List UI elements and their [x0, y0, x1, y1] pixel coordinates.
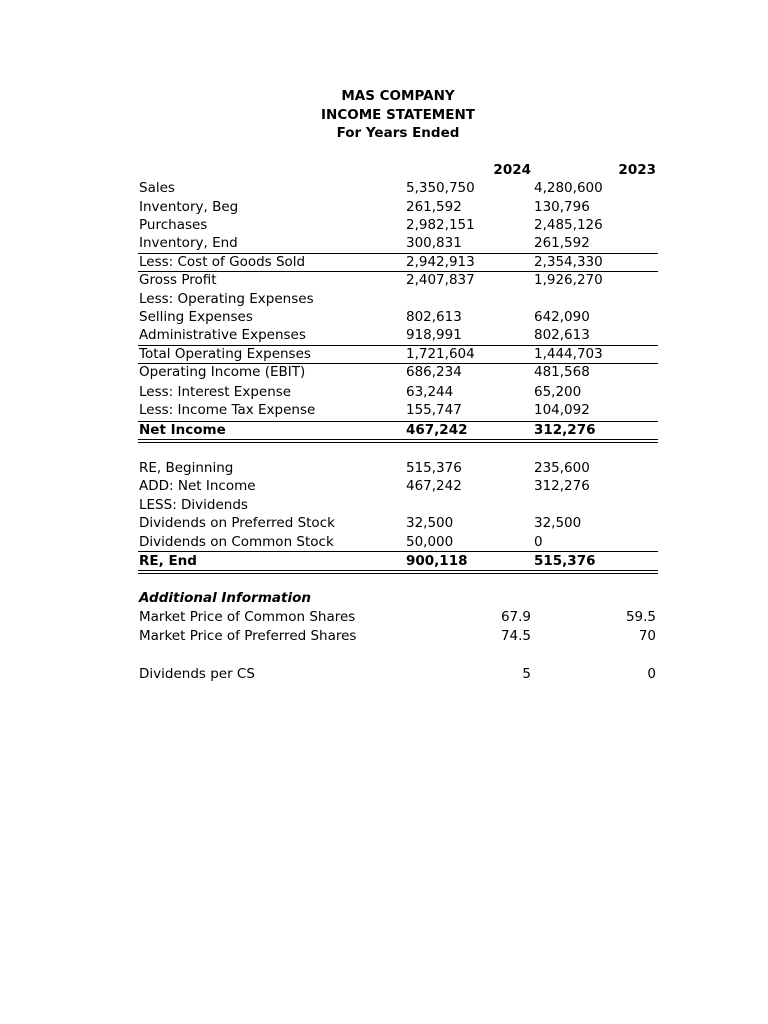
value-2024: 515,376: [406, 460, 462, 476]
row-inventory-beg: [138, 198, 658, 216]
row-label: Dividends on Common Stock: [139, 534, 334, 550]
row-label: Selling Expenses: [139, 309, 253, 325]
value-2024: 300,831: [406, 235, 462, 251]
row-dividends-per-cs: [138, 665, 658, 683]
row-label: ADD: Net Income: [139, 478, 256, 494]
value-2024: 918,991: [406, 327, 462, 343]
statement-title: INCOME STATEMENT: [321, 107, 475, 123]
row-label: RE, End: [139, 553, 197, 569]
double-underline: [138, 570, 658, 574]
value-2023: 642,090: [534, 309, 590, 325]
row-label: Gross Profit: [139, 272, 217, 288]
row-selling-expenses: [138, 308, 658, 326]
value-2024: 686,234: [406, 364, 462, 380]
row-label: Dividends per CS: [139, 666, 255, 682]
row-dividends-common: [138, 533, 658, 551]
row-total-operating-expenses: [138, 345, 658, 363]
value-2024: 2,982,151: [406, 217, 475, 233]
row-label: Inventory, End: [139, 235, 238, 251]
row-label: Net Income: [139, 422, 226, 438]
row-inventory-end: [138, 234, 658, 252]
value-2023: 261,592: [534, 235, 590, 251]
row-label: Less: Operating Expenses: [139, 291, 314, 307]
row-label: Operating Income (EBIT): [139, 364, 306, 380]
row-label: RE, Beginning: [139, 460, 234, 476]
period-title: For Years Ended: [336, 125, 460, 141]
value-2024: 467,242: [406, 478, 462, 494]
value-2024: 5,350,750: [406, 180, 475, 196]
value-2023: 70: [638, 628, 656, 644]
row-operating-income: [138, 363, 658, 381]
row-label: Market Price of Preferred Shares: [139, 628, 357, 644]
row-purchases: [138, 216, 658, 234]
value-2023: 312,276: [534, 478, 590, 494]
row-re-beginning: [138, 459, 658, 477]
company-name: MAS COMPANY: [341, 88, 455, 104]
additional-info-heading: [138, 589, 658, 607]
row-sales: [138, 179, 658, 197]
row-re-end: [138, 552, 658, 570]
value-2023: 802,613: [534, 327, 590, 343]
row-cost-of-goods-sold: [138, 253, 658, 271]
row-label: Total Operating Expenses: [139, 346, 311, 362]
double-underline: [138, 439, 658, 443]
row-label: Less: Interest Expense: [139, 384, 292, 400]
row-label: Dividends on Preferred Stock: [139, 515, 335, 531]
value-2024: 155,747: [406, 402, 462, 418]
row-market-price-common: [138, 608, 658, 626]
value-2024: 900,118: [406, 553, 468, 569]
row-label: Sales: [139, 180, 175, 196]
value-2023: 2,485,126: [534, 217, 603, 233]
row-label: LESS: Dividends: [139, 497, 248, 513]
value-2023: 65,200: [534, 384, 582, 400]
value-2023: 0: [534, 534, 543, 550]
row-add-net-income: [138, 477, 658, 495]
row-label: Administrative Expenses: [139, 327, 306, 343]
value-2023: 235,600: [534, 460, 590, 476]
row-label: Less: Cost of Goods Sold: [139, 254, 306, 270]
value-2023: 1,444,703: [534, 346, 603, 362]
row-income-tax-expense: [138, 401, 658, 419]
row-operating-expenses-heading: [138, 290, 658, 308]
value-2023: 2,354,330: [534, 254, 603, 270]
row-label: Market Price of Common Shares: [139, 609, 356, 625]
value-2023: 104,092: [534, 402, 590, 418]
row-label: Less: Income Tax Expense: [139, 402, 316, 418]
row-label: Purchases: [139, 217, 208, 233]
value-2023: 4,280,600: [534, 180, 603, 196]
value-2024: 74.5: [500, 628, 531, 644]
row-interest-expense: [138, 383, 658, 401]
value-2024: 63,244: [406, 384, 454, 400]
row-market-price-preferred: [138, 627, 658, 645]
value-2023: 481,568: [534, 364, 590, 380]
row-dividends-preferred: [138, 514, 658, 532]
row-less-dividends: [138, 496, 658, 514]
value-2023: 59.5: [625, 609, 656, 625]
value-2024: 32,500: [406, 515, 454, 531]
value-2023: 32,500: [534, 515, 582, 531]
value-2024: 67.9: [500, 609, 531, 625]
value-2024: 261,592: [406, 199, 462, 215]
value-2024: 1,721,604: [406, 346, 475, 362]
value-2023: 0: [647, 666, 656, 682]
year-current-header: 2024: [493, 162, 531, 178]
value-2023: 515,376: [534, 553, 596, 569]
row-net-income: [138, 421, 658, 439]
value-2023: 130,796: [534, 199, 590, 215]
value-2023: 1,926,270: [534, 272, 603, 288]
value-2023: 312,276: [534, 422, 596, 438]
value-2024: 2,407,837: [406, 272, 475, 288]
year-prior-header: 2023: [618, 162, 656, 178]
section-heading: Additional Information: [139, 590, 311, 606]
value-2024: 2,942,913: [406, 254, 475, 270]
value-2024: 467,242: [406, 422, 468, 438]
row-administrative-expenses: [138, 326, 658, 344]
value-2024: 5: [522, 666, 531, 682]
value-2024: 802,613: [406, 309, 462, 325]
value-2024: 50,000: [406, 534, 454, 550]
row-gross-profit: [138, 271, 658, 289]
row-label: Inventory, Beg: [139, 199, 239, 215]
year-header-row: [138, 161, 658, 179]
